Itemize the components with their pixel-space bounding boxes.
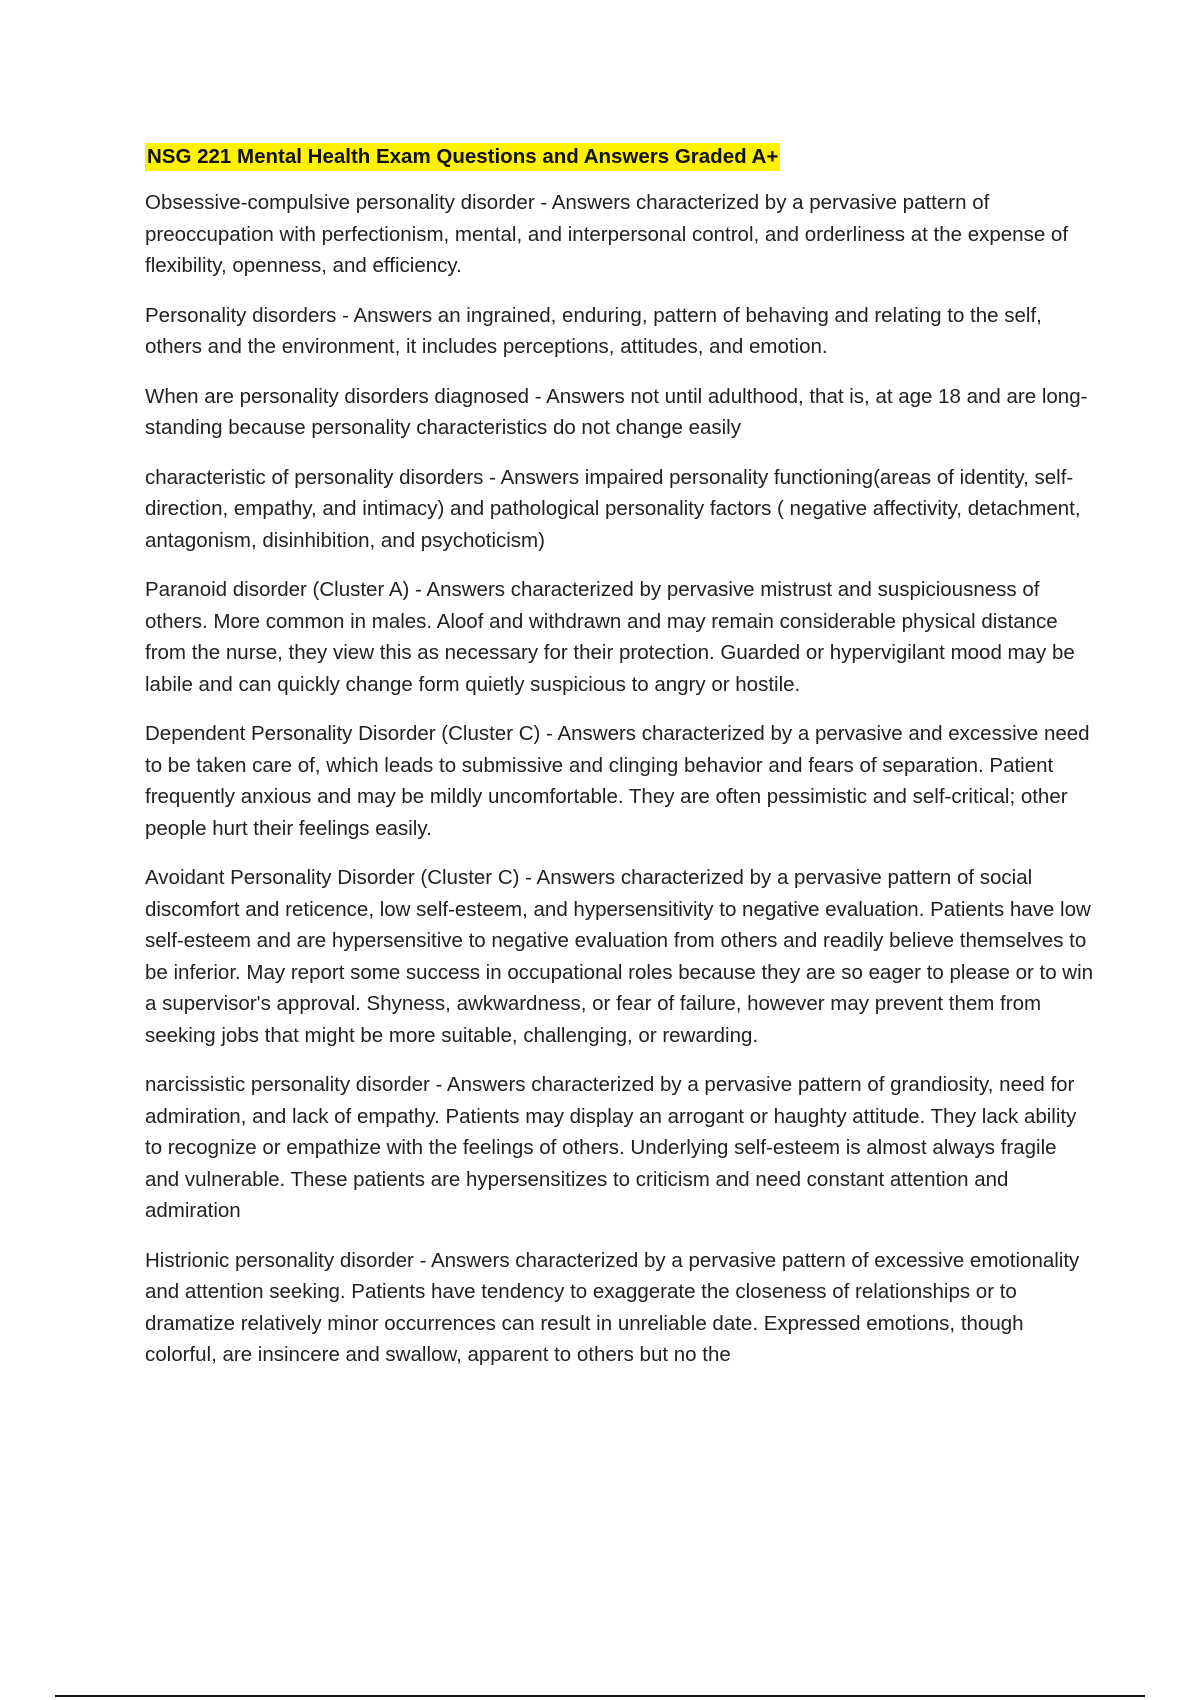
page-bottom-rule (55, 1695, 1145, 1697)
document-title: NSG 221 Mental Health Exam Questions and Answers Graded A+ (145, 143, 780, 171)
entry-obsessive-compulsive: Obsessive-compulsive personality disorder - Answers characterized by a pervasive pattern of preoccupation with perfectionism, mental, and interpersonal control, and orderliness at the expense of flexibility, openness, and efficiency. (145, 191, 1069, 277)
entry-histrionic: Histrionic personality disorder - Answers characterized by a pervasive pattern of excessive emotionality and attention seeking. Patients have tendency to exaggerate the closeness of relationships or to dramatize relatively minor occurrences can result in unreliable date. Expressed emotions, though colorful, are insincere and swallow, apparent to others but no the (145, 1248, 1080, 1366)
entry-characteristics: characteristic of personality disorders - Answers impaired personality functioning(areas of identity, self-direction, empathy, and intimacy) and pathological personality factors ( negative affectivity, detachment, antagonism, disinhibition, and psychoticism) (145, 465, 1081, 552)
entry-narcissistic: narcissistic personality disorder - Answers characterized by a pervasive pattern of grandiosity, need for admiration, and lack of empathy. Patients may display an arrogant or haughty attitude. They lack ability to recognize or empathize with the feelings of others. Underlying self-esteem is almost always fragile and vulnerable. These patients are hypersensitizes to criticism and need constant attention and admiration (145, 1073, 1077, 1222)
entry-avoidant: Avoidant Personality Disorder (Cluster C) - Answers characterized by a pervasive pattern of social discomfort and reticence, low self-esteem, and hypersensitivity to negative evaluation. Patients have low self-esteem and are hypersensitive to negative evaluation from others and readily believe themselves to be inferior. May report some success in occupational roles because they are so eager to please or to win a supervisor's approval. Shyness, awkwardness, or fear of failure, however may prevent them from seeking jobs that might be more suitable, challenging, or rewarding. (145, 866, 1094, 1047)
entry-diagnosis-age: When are personality disorders diagnosed - Answers not until adulthood, that is, at age 18 and are long-standing because personality characteristics do not change easily (145, 384, 1088, 439)
document-content (145, 143, 1095, 1389)
entry-personality-disorders: Personality disorders - Answers an ingrained, enduring, pattern of behaving and relating to the self, others and the environment, it includes perceptions, attitudes, and emotion. (145, 303, 1042, 358)
entry-paranoid: Paranoid disorder (Cluster A) - Answers characterized by pervasive mistrust and suspiciousness of others. More common in males. Aloof and withdrawn and may remain considerable physical distance from the nurse, they view this as necessary for their protection. Guarded or hypervigilant mood may be labile and can quickly change form quietly suspicious to angry or hostile. (145, 578, 1075, 696)
entry-dependent: Dependent Personality Disorder (Cluster C) - Answers characterized by a pervasive and excessive need to be taken care of, which leads to submissive and clinging behavior and fears of separation. Patient frequently anxious and may be mildly uncomfortable. They are often pessimistic and self-critical; other people hurt their feelings easily. (145, 722, 1090, 840)
